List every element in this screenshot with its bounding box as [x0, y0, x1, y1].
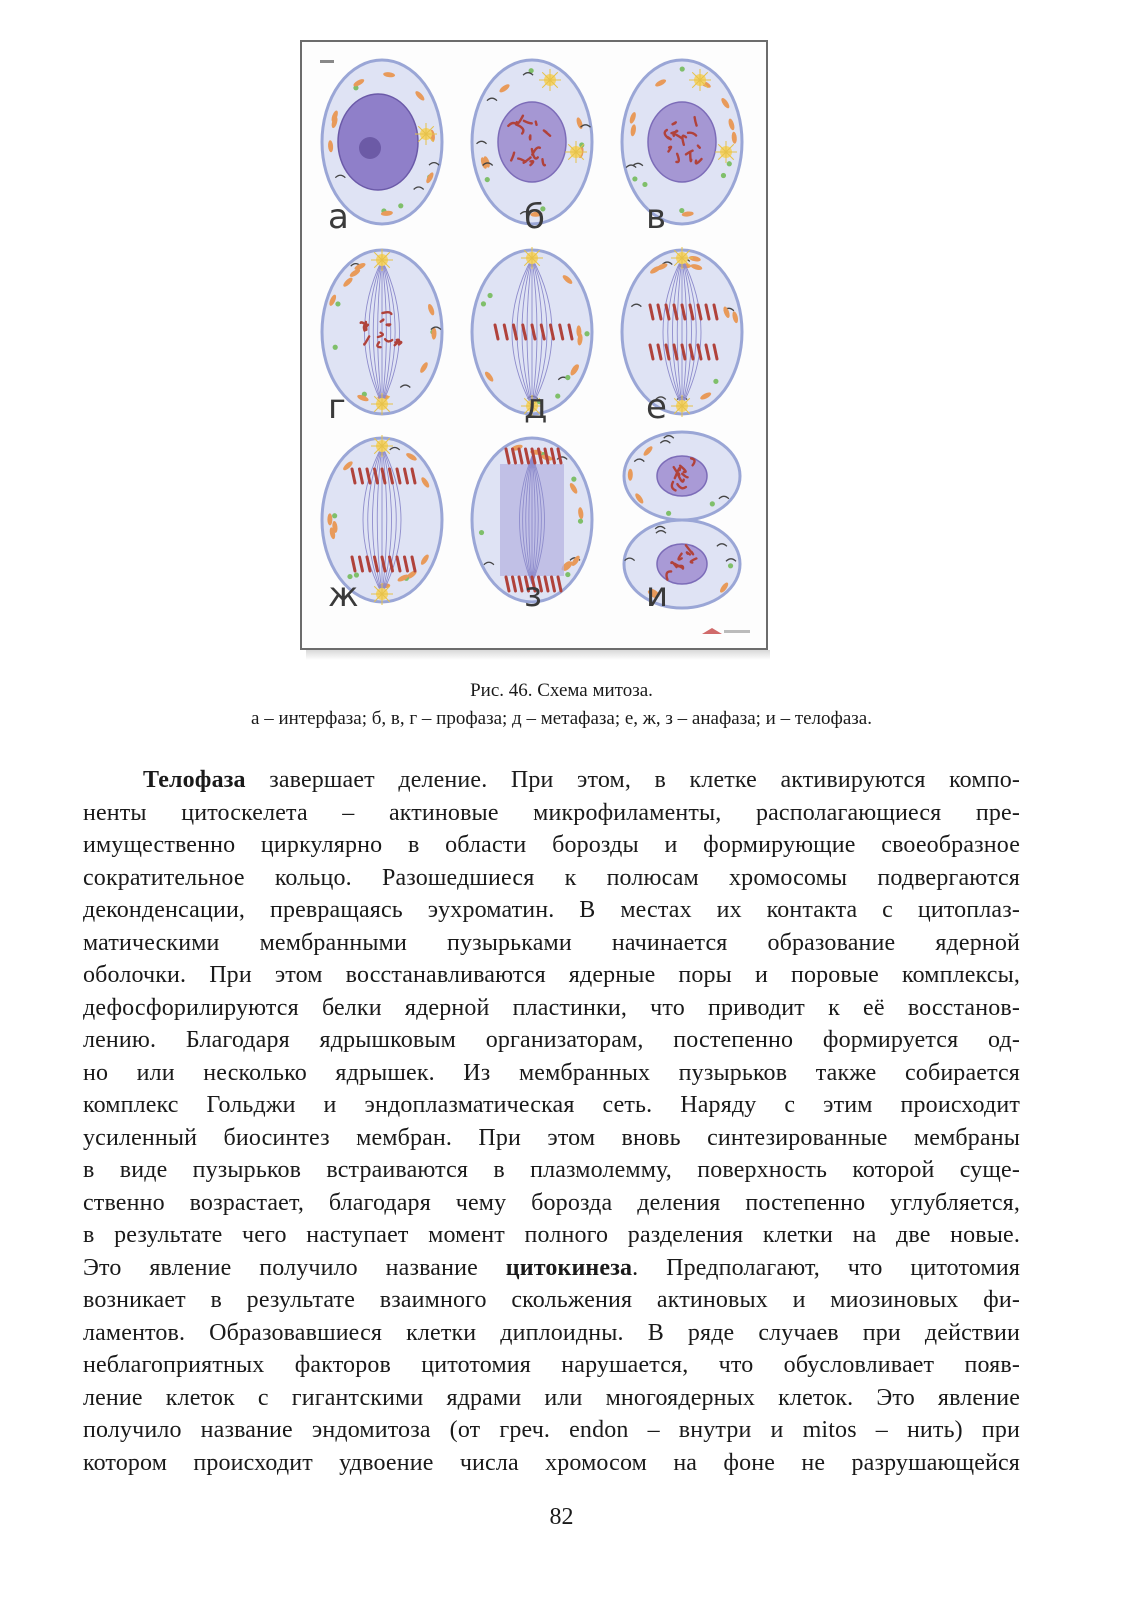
text-line	[83, 1024, 1020, 1057]
mitosis-panel-5	[472, 247, 592, 427]
text-segment: котором происходит удвоение числа хромосом на фоне не разрушающейся	[83, 1449, 1020, 1476]
chromosome	[698, 146, 700, 148]
organelle	[487, 293, 492, 298]
text-line	[83, 1252, 1020, 1285]
organelle	[713, 379, 718, 384]
text-segment: имущественно циркулярно в области борозды и формирующие своеобразное	[83, 832, 1020, 858]
text-segment: оболочки. При этом восстанавливаются ядерные поры и поровые комплексы,	[83, 962, 1020, 988]
chromosome	[673, 122, 676, 124]
bold-term: цитокинеза	[505, 1254, 633, 1281]
text-line	[83, 1089, 1020, 1122]
organelle	[333, 345, 338, 350]
text-segment: деконденсации, превращаясь эухроматин. В местах их контакта с цитоплаз-	[83, 897, 1020, 923]
text-segment: матическими мембранными пузырьками начинается образование ядерной	[83, 929, 1020, 956]
mitosis-figure	[300, 40, 768, 650]
organelle	[571, 477, 576, 482]
chromosome	[687, 552, 690, 554]
panel-label: д	[524, 387, 548, 427]
chromosome	[530, 161, 533, 165]
panel-label: з	[524, 575, 543, 615]
organelle	[565, 572, 570, 577]
figure-caption-legend: а – интерфаза; б, в, г – профаза; д – метафаза; е, ж, з – анафаза; и – телофаза.	[251, 708, 872, 729]
text-line	[83, 862, 1020, 895]
chromosome	[690, 152, 691, 161]
mitosis-diagram	[302, 42, 766, 648]
nucleus	[657, 456, 707, 496]
organelle	[335, 301, 340, 306]
text-segment: дефосфорилируются белки ядерной пластинки, что приводит к её восстанов-	[83, 994, 1020, 1021]
chromosome	[381, 320, 384, 322]
text-line	[83, 797, 1020, 830]
panel-label: и	[646, 575, 669, 615]
mitosis-panel-1	[322, 60, 442, 237]
organelle	[584, 331, 589, 336]
panel-label: а	[328, 197, 349, 237]
mitosis-panel-2	[472, 60, 592, 237]
text-line	[83, 992, 1020, 1025]
organelle	[632, 176, 637, 181]
publisher-logo-icon	[702, 628, 722, 634]
text-segment: усиленный биосинтез мембран. При этом вновь синтезированные мембраны	[83, 1124, 1020, 1151]
panel-label: в	[646, 197, 667, 237]
organelle	[728, 563, 733, 568]
chromosome	[536, 122, 537, 125]
organelle	[666, 511, 671, 516]
panel-label: г	[328, 387, 346, 427]
organelle	[679, 208, 684, 213]
panel-label: б	[524, 197, 545, 237]
page-number: 82	[549, 1504, 574, 1530]
organelle	[398, 203, 403, 208]
text-segment: ненты цитоскелета – актиновые микрофиламенты, располагающиеся пре-	[83, 799, 1020, 826]
chromosome	[668, 137, 670, 139]
text-line	[83, 1187, 1020, 1220]
text-line	[83, 829, 1020, 862]
text-line	[83, 894, 1020, 927]
organelle	[485, 177, 490, 182]
figure-shadow	[306, 650, 770, 660]
mitosis-panel-7	[322, 435, 442, 615]
body-paragraph	[83, 764, 1020, 1479]
organelle	[481, 301, 486, 306]
text-segment: . Предполагают, что цитотомия	[632, 1254, 1021, 1281]
text-line	[83, 1349, 1020, 1382]
text-line	[83, 1219, 1020, 1252]
organelle	[565, 375, 570, 380]
bold-term: Телофаза	[143, 767, 246, 793]
panel-label: ж	[328, 575, 359, 615]
text-line	[83, 927, 1020, 960]
text-segment: ление клеток с гигантскими ядрами или многоядерных клеток. Это явление	[83, 1384, 1020, 1411]
text-line	[83, 1447, 1020, 1480]
organelle	[578, 519, 583, 524]
text-segment: возникает в результате взаимного скольжения актиновых и миозиновых фи-	[83, 1287, 1020, 1313]
text-line	[83, 1317, 1020, 1350]
text-segment: ламентов. Образовавшиеся клетки диплоидны. В ряде случаев при действии	[83, 1319, 1020, 1346]
text-line	[83, 1382, 1020, 1415]
chromosome	[387, 325, 391, 326]
text-segment: сократительное кольцо. Разошедшиеся к полюсам хромосомы подвергаются	[83, 864, 1020, 891]
figure-caption-title: Рис. 46. Схема митоза.	[470, 680, 653, 701]
text-segment: Это явление получило название	[83, 1254, 506, 1281]
publisher-logo-text	[724, 630, 750, 633]
nucleus	[498, 102, 566, 182]
mitosis-panel-8	[472, 438, 592, 615]
text-line	[83, 1122, 1020, 1155]
organelle	[555, 393, 560, 398]
text-line	[83, 1414, 1020, 1447]
organelle	[680, 66, 685, 71]
text-segment: в виде пузырьков встраиваются в плазмолемму, поверхность которой суще-	[83, 1157, 1020, 1183]
organelle	[479, 530, 484, 535]
text-line	[83, 1284, 1020, 1317]
text-segment: завершает деление. При этом, в клетке активируются компо-	[245, 767, 1020, 793]
text-line	[83, 1057, 1020, 1090]
chromosome	[530, 135, 531, 139]
text-segment: комплекс Гольджи и эндоплазматическая сеть. Наряду с этим происходит	[83, 1092, 1020, 1118]
mitosis-panel-6	[622, 247, 742, 427]
text-segment: в результате чего наступает момент полного разделения клетки на две новые.	[83, 1222, 1020, 1248]
organelle	[642, 182, 647, 187]
text-line	[83, 1154, 1020, 1187]
text-line	[83, 959, 1020, 992]
organelle	[727, 161, 732, 166]
frame-mark	[320, 60, 334, 63]
panel-label: е	[646, 387, 667, 427]
text-segment: но или несколько ядрышек. Из мембранных пузырьков также собирается	[83, 1059, 1020, 1086]
text-segment: ственно возрастает, благодаря чему борозда деления постепенно углубляется,	[83, 1189, 1020, 1216]
organelle	[710, 501, 715, 506]
organelle	[721, 173, 726, 178]
mitosis-panel-3	[622, 60, 742, 237]
mitosis-panel-9	[624, 432, 740, 615]
text-segment: лению. Благодаря ядрышковым организаторам, постепенно формируется од-	[83, 1027, 1020, 1053]
text-line	[83, 764, 1020, 797]
mitosis-panel-4	[322, 249, 442, 427]
text-segment: получило название эндомитоза (от греч. endon – внутри и mitos – нить) при	[83, 1417, 1020, 1443]
nucleolus	[359, 137, 381, 159]
organelle	[332, 513, 337, 518]
text-segment: неблагоприятных факторов цитотомия нарушается, что обусловливает появ-	[83, 1352, 1020, 1378]
